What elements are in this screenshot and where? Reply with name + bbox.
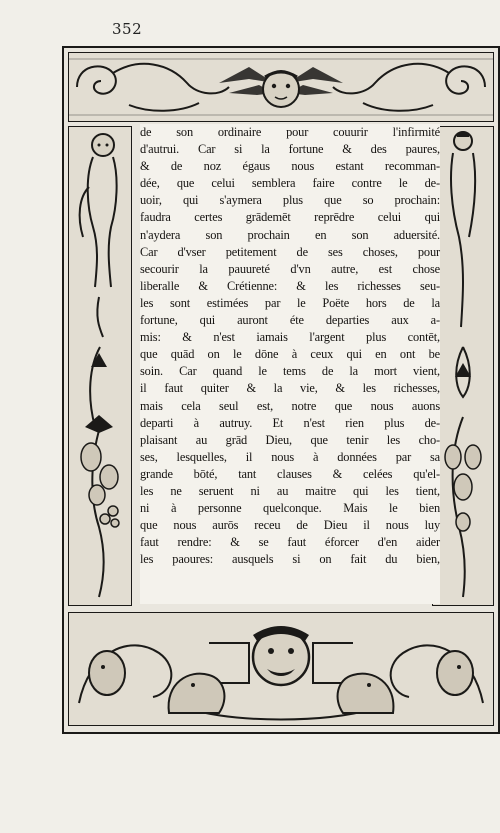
text-line: liberalle & Crétienne: & les richesses seu-	[140, 278, 440, 293]
text-line: les sont estimées par le Poëte hors de la	[140, 295, 440, 310]
text-line: plaisant au grād Dieu, que tenir les cho-	[140, 432, 440, 447]
text-line: faut rendre: & se faut éforcer d'en aider	[140, 535, 440, 550]
text-line: & de noz égaus nous estant recomman-	[140, 159, 440, 174]
text-line: ni à personne quelconque. Mais le bien	[140, 501, 440, 516]
text-line: d'autrui. Car si la fortune & des paures,	[140, 142, 440, 157]
text-line: ses, lesquelles, il nous à données par sa	[140, 449, 440, 464]
text-line: que quād on le dōne à ceux qui en ont be	[140, 347, 440, 362]
text-line: n'aydera son prochain en son aduersité.	[140, 227, 440, 242]
body-text-block	[140, 124, 440, 604]
page-number: 352	[112, 20, 143, 38]
text-line: de son ordinaire pour couurir l'infirmité	[140, 125, 440, 139]
text-line: que nous aurōs receu de Dieu il nous luy	[140, 518, 440, 533]
text-line: les paoures: ausquels si on fait du bien,	[140, 552, 440, 567]
text-line: mis: & n'est iamais l'argent plus contēt,	[140, 330, 440, 345]
right-ornament-figure-band	[432, 126, 494, 606]
text-line: Car d'vser petitement de ses choses, pour	[140, 244, 440, 259]
text-line: fortune, qui auront éte departies aux a-	[140, 313, 440, 328]
text-line: grande bōté, tant clauses & celées qu'el-	[140, 466, 440, 481]
top-ornament-cherub-band	[68, 52, 494, 122]
text-line: departi à autruy. Et n'est rien plus de-	[140, 415, 440, 430]
text-line: les ne seruent ni au maitre qui les tient,	[140, 483, 440, 498]
text-line: uoir, qui s'aymera plus que so prochain:	[140, 193, 440, 208]
text-line: faudra certes grādemēt reprēdre celui qui	[140, 210, 440, 225]
left-ornament-putto-band	[68, 126, 132, 606]
text-line: secourir la pauureté d'vn autre, est chose	[140, 261, 440, 276]
text-line: il faut quiter & la vie, & les richesses,	[140, 381, 440, 396]
text-line: soin. Car quand le tems de la mort vient,	[140, 364, 440, 379]
bottom-ornament-lion-band	[68, 612, 494, 726]
text-line: dée, que celui semblera faire contre le de-	[140, 176, 440, 191]
text-line: mais cela seul est, notre que nous auons	[140, 398, 440, 413]
